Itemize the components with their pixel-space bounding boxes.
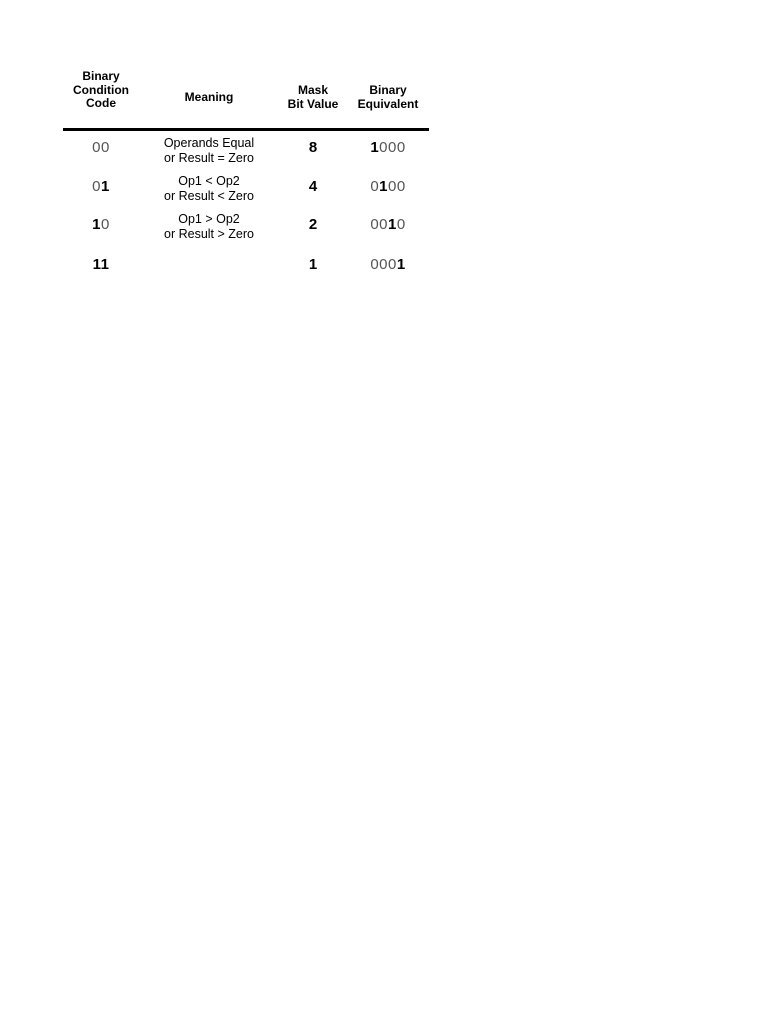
bin-digit: 0 [379, 139, 388, 156]
bin-digit: 0 [396, 139, 406, 156]
table-row-2-binary [348, 178, 428, 195]
bin-digit: 0 [379, 256, 388, 273]
header-mask-line-1: Mask [297, 83, 329, 97]
table-row-3-mask [293, 216, 333, 233]
cc-digit: 1 [100, 256, 110, 273]
bin-digit: 0 [388, 139, 397, 156]
header-meaning [159, 91, 259, 105]
bin-digit: 1 [388, 216, 397, 233]
bin-digit: 0 [370, 178, 380, 195]
table-row-1-meaning [143, 136, 275, 166]
bin-digit: 1 [370, 139, 380, 156]
table-row-1-condition-code [71, 139, 131, 156]
table-row-3-condition-code [71, 216, 131, 233]
cc-digit: 1 [92, 256, 101, 273]
table-row-4-condition-code [71, 256, 131, 273]
header-cc-line-3: Code [86, 96, 116, 110]
mask-value: 8 [308, 139, 318, 156]
cc-digit: 1 [92, 216, 101, 233]
meaning-line: or Result > Zero [164, 227, 254, 241]
bin-digit: 0 [396, 216, 406, 233]
header-binary-condition-code [61, 70, 141, 111]
header-cc-line-2: Condition [73, 82, 129, 97]
header-cc-line-1: Binary [82, 69, 120, 83]
cc-digit: 0 [92, 178, 101, 195]
meaning-line: Operands Equal [163, 136, 255, 150]
bin-digit: 1 [379, 178, 388, 195]
bin-digit: 0 [370, 256, 380, 273]
table-row-1-binary [348, 139, 428, 156]
mask-value: 2 [308, 216, 318, 233]
meaning-line: or Result < Zero [164, 189, 254, 203]
bin-digit: 0 [370, 216, 380, 233]
table-row-4-binary [348, 256, 428, 273]
header-mask-line-2: Bit Value [287, 96, 339, 111]
table-row-2-condition-code [71, 178, 131, 195]
cc-digit: 0 [101, 139, 110, 156]
meaning-line: Op1 < Op2 [178, 174, 240, 188]
table-row-2-mask [293, 178, 333, 195]
table-row-3-binary [348, 216, 428, 233]
cc-digit: 1 [101, 178, 110, 195]
header-binary-equivalent [352, 84, 424, 111]
meaning-line: Op1 > Op2 [178, 212, 240, 226]
cc-digit: 0 [101, 216, 110, 233]
header-bin-line-1: Binary [369, 83, 407, 97]
cc-digit: 0 [92, 139, 101, 156]
mask-value: 1 [308, 256, 318, 273]
meaning-line: or Result = Zero [164, 151, 254, 165]
header-bin-line-2: Equivalent [357, 96, 419, 111]
bin-digit: 0 [396, 178, 406, 195]
mask-value: 4 [308, 178, 318, 195]
bin-digit: 0 [379, 216, 388, 233]
table-row-1-mask [293, 139, 333, 156]
header-mask-bit-value [278, 84, 348, 111]
bin-digit: 0 [388, 178, 397, 195]
table-row-3-meaning [143, 212, 275, 242]
table-row-4-mask [293, 256, 333, 273]
table-row-2-meaning [143, 174, 275, 204]
header-meaning-label: Meaning [184, 90, 234, 104]
bin-digit: 0 [388, 256, 397, 273]
bin-digit: 1 [396, 256, 406, 273]
header-divider [63, 128, 429, 131]
